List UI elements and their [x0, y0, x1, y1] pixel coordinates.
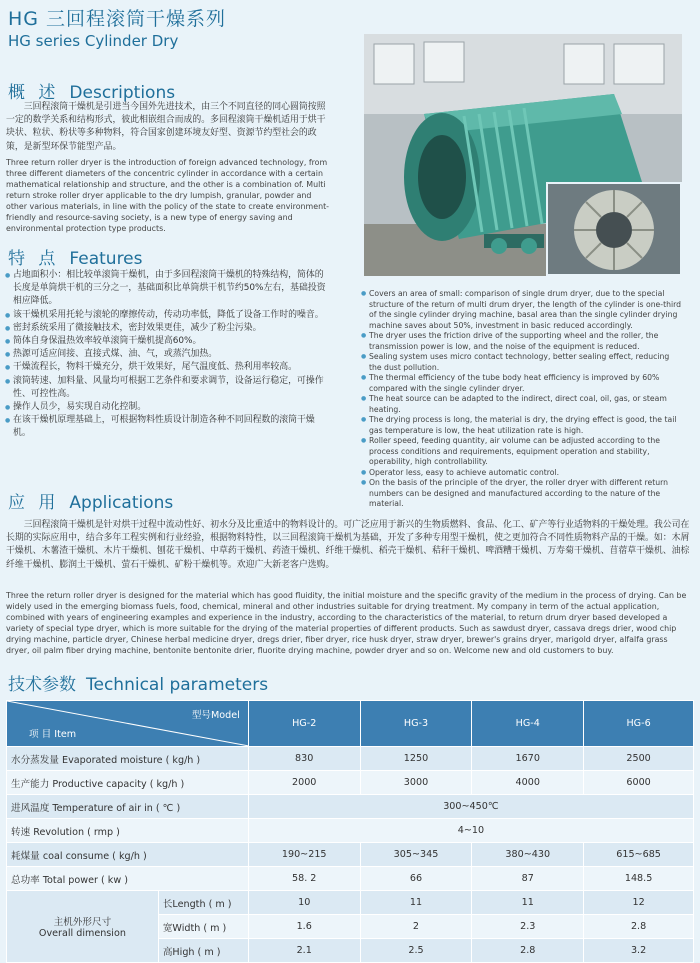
feature-item-cn: ● 滚筒转速、加料量、风量均可根据工艺条件和要求调节，设备运行稳定，可操作性、可控性高。 — [6, 375, 332, 401]
cell-value: 2500 — [584, 747, 694, 771]
applications-heading-cn: 应 用 — [8, 493, 60, 513]
cell-value: 2.8 — [472, 939, 584, 963]
feature-item-en: ● On the basis of the principle of the dryer, the roller dryer with different return numbers can be designed and manufactured according to the nature of the material. — [362, 478, 684, 510]
feature-item-en: ● The drying process is long, the material is dry, the drying effect is good, the tail gas temperature is low, the heat utilization rate is high. — [362, 415, 684, 436]
dimension-label-cn: 主机外形尺寸 — [53, 917, 112, 928]
applications-heading-en: Applications — [69, 493, 174, 513]
cell-value: 1250 — [360, 747, 472, 771]
row-label: 总功率 Total power ( kw ) — [7, 867, 249, 891]
descriptions-text-cn: 三回程滚筒干燥机是引进当今国外先进技术，由三个不同直径的同心圆筒按照一定的数学关系和结构形式，彼此相嵌组合而成的。多回程滚筒干燥机适用于烘干块状、粒状、粉状等多种物料，符合国家创建环境友好型、资源节约型社会的政策，是新型环保节能型产品。 — [6, 102, 326, 152]
row-label: 生产能力 Productive capacity ( kg/h ) — [7, 771, 249, 795]
cell-value: 380~430 — [472, 843, 584, 867]
dimension-label-en: Overall dimension — [38, 928, 126, 939]
cell-value: 1670 — [472, 747, 584, 771]
cell-value: 1.6 — [248, 915, 360, 939]
cell-value: 87 — [472, 867, 584, 891]
technical-heading-cn: 技术参数 — [8, 675, 76, 695]
row-label: 长Length ( m ) — [158, 891, 248, 915]
technical-heading-en: Technical parameters — [86, 675, 269, 695]
spec-header-model: 型号Model — [191, 710, 240, 721]
cell-value: 11 — [360, 891, 472, 915]
feature-item-cn: ● 热源可适应间接、直接式煤、油、气，或蒸汽加热。 — [6, 348, 332, 361]
cell-value: 11 — [472, 891, 584, 915]
cell-value: 2.8 — [584, 915, 694, 939]
cell-value: 3000 — [360, 771, 472, 795]
spec-table-header — [7, 701, 694, 747]
features-heading — [8, 244, 143, 269]
cell-value: 2.3 — [472, 915, 584, 939]
row-label: 进风温度 Temperature of air in ( ℃ ) — [7, 795, 249, 819]
cell-value: 66 — [360, 867, 472, 891]
cell-value: 3.2 — [584, 939, 694, 963]
features-heading-en: Features — [69, 249, 143, 269]
cell-value-merged: 4~10 — [248, 819, 693, 843]
row-label: 耗煤量 coal consume ( kg/h ) — [7, 843, 249, 867]
spec-header-item: 项 目 Item — [29, 729, 77, 740]
page-title-cn: HG 三回程滚筒干燥系列 — [8, 8, 227, 30]
spec-model-col: HG-2 — [248, 701, 360, 747]
feature-item-cn: ● 操作人员少，易实现自动化控制。 — [6, 401, 332, 414]
table-row — [7, 891, 694, 915]
feature-item-en: ● The heat source can be adapted to the indirect, direct coal, oil, gas, or steam heating. — [362, 394, 684, 415]
cell-value: 2.5 — [360, 939, 472, 963]
drum-interior-photo — [546, 182, 682, 276]
feature-item-en: ● Sealing system uses micro contact technology, better sealing effect, reducing the dust pollution. — [362, 352, 684, 373]
cell-value: 148.5 — [584, 867, 694, 891]
page-title-en: HG series Cylinder Dry — [8, 32, 179, 50]
table-row — [7, 819, 694, 843]
table-row — [7, 747, 694, 771]
feature-item-en: ● Roller speed, feeding quantity, air volume can be adjusted according to the process conditions and requirements, equipment operation and stability, operability, high controllability. — [362, 436, 684, 468]
descriptions-heading-en: Descriptions — [69, 83, 176, 103]
cell-value-merged: 300~450℃ — [248, 795, 693, 819]
applications-text-en: Three the return roller dryer is designed for the material which has good fluidity, the initial moisture and the specific gravity of the medium in the process of drying. Can be widely used in the emerging biomass fuels, food, chemical, mineral and other industries suitable for drying treatment. My company in term of the actual application, combined with years of engineering examples and experience in the industry, according to the characteristics of the material, to return drum dryer based developed a variety of special type dryer, which is more suitable for the drying of the material properties of different products. Such as sawdust dryer, cassava dregs drier, wood chip drying machine, particle dryer, Chinese herbal medicine dryer, dregs drier, fiber dryer, rice husk dryer, straw dryer, brewer's grains dryer, marigold dryer, alfalfa grass dryer, oil palm fiber drying machine, bentonite bentonite drier, fluorite drying machine, powder dryer and so on. Welcome new and old customers to buy. — [6, 591, 687, 655]
cell-value: 12 — [584, 891, 694, 915]
feature-item-en: ● The dryer uses the friction drive of the supporting wheel and the roller, the transmission power is low, and the noise of the equipment is reduced. — [362, 331, 684, 352]
cell-value: 2 — [360, 915, 472, 939]
table-row — [7, 771, 694, 795]
spec-model-col: HG-6 — [584, 701, 694, 747]
descriptions-heading-cn: 概 述 — [8, 83, 60, 103]
spec-header-diagonal — [7, 701, 249, 747]
spec-model-col: HG-4 — [472, 701, 584, 747]
features-list-en — [362, 289, 684, 510]
applications-text-cn: 三回程滚筒干燥机是针对烘干过程中流动性好、初水分及比重适中的物料设计的。可广泛应用于新兴的生物质燃料、食品、化工、矿产等行业适物料的干燥处理。我公司在长期的实际应用中，结合多年工程实例和行业经验，根据物料特性，以三回程滚筒干燥机为基础，开发了多种专用型干燥机，使之更加符合不同性质物料产品的干燥。如：木屑干燥机、木薯渣干燥机、木片干燥机、刨花干燥机、中草药干燥机、药渣干燥机、纤维干燥机、稻壳干燥机、秸秆干燥机、啤酒糟干燥机、万寿菊干燥机、苜蓿草干燥机、油棕纤维干燥机、膨润土干燥机、萤石干燥机、矿粉干燥机等。欢迎广大新老客户选购。 — [6, 520, 690, 570]
descriptions-text-en: Three return roller dryer is the introduction of foreign advanced technology, from three different diameters of the concentric cylinder in accordance with a certain mathematical relationship and structure, and the other is a combination of. Multi return stroke roller dryer applicable to the dry lumpish, granular, powder and other various materials, in line with the policy of the state to create environment-friendly and resource-saving society, is a new type of energy saving and environmental protection type products. — [6, 158, 330, 233]
feature-item-cn: ● 简体自身保温热效率较单滚筒干燥机提高60%。 — [6, 335, 332, 348]
row-label: 转速 Revolution ( rmp ) — [7, 819, 249, 843]
descriptions-heading — [8, 78, 175, 103]
cell-value: 58. 2 — [248, 867, 360, 891]
feature-item-cn: ● 干燥流程长，物料干燥充分，烘干效果好，尾气温度低、热利用率较高。 — [6, 361, 332, 374]
cell-value: 2.1 — [248, 939, 360, 963]
features-list-cn — [6, 269, 332, 441]
cell-value: 2000 — [248, 771, 360, 795]
row-label: 高High ( m ) — [158, 939, 248, 963]
spec-table — [6, 700, 694, 963]
table-row — [7, 867, 694, 891]
feature-item-cn: ● 密封系统采用了微接触技术，密封效果更佳，减少了粉尘污染。 — [6, 322, 332, 335]
feature-item-en: ● Covers an area of small: comparison of single drum dryer, due to the special structure of the return of multi drum dryer, the length of the cylinder is one-third of the single cylinder drying machine, basal area than the single cylinder drying machine saves about 50%, investment in basic reduced accordingly. — [362, 289, 684, 331]
cell-value: 615~685 — [584, 843, 694, 867]
cell-value: 190~215 — [248, 843, 360, 867]
row-label: 宽Width ( m ) — [158, 915, 248, 939]
cell-value: 4000 — [472, 771, 584, 795]
table-row — [7, 843, 694, 867]
technical-heading — [8, 670, 268, 695]
feature-item-cn: ● 占地面积小：相比较单滚筒干燥机，由于多回程滚筒干燥机的特殊结构，简体的长度是单筒烘干机的三分之一，基础面积比单筒烘干机节约50%左右，基础投资相应降低。 — [6, 269, 332, 309]
feature-item-cn: ● 在该干燥机原理基础上，可根据物料性质设计制造各种不同回程数的滚筒干燥机。 — [6, 414, 332, 440]
feature-item-en: ● Operator less, easy to achieve automatic control. — [362, 468, 684, 479]
cell-value: 305~345 — [360, 843, 472, 867]
feature-item-en: ● The thermal efficiency of the tube body heat efficiency is improved by 60% compared with the single cylinder dryer. — [362, 373, 684, 394]
features-heading-cn: 特 点 — [8, 249, 60, 269]
feature-item-cn: ● 该干燥机采用托轮与滚轮的摩擦传动，传动功率低，降低了设备工作时的噪音。 — [6, 309, 332, 322]
cell-value: 830 — [248, 747, 360, 771]
cell-value: 6000 — [584, 771, 694, 795]
table-row — [7, 795, 694, 819]
row-label: 水分蒸发量 Evaporated moisture ( kg/h ) — [7, 747, 249, 771]
cell-value: 10 — [248, 891, 360, 915]
applications-heading — [8, 488, 173, 513]
spec-model-col: HG-3 — [360, 701, 472, 747]
